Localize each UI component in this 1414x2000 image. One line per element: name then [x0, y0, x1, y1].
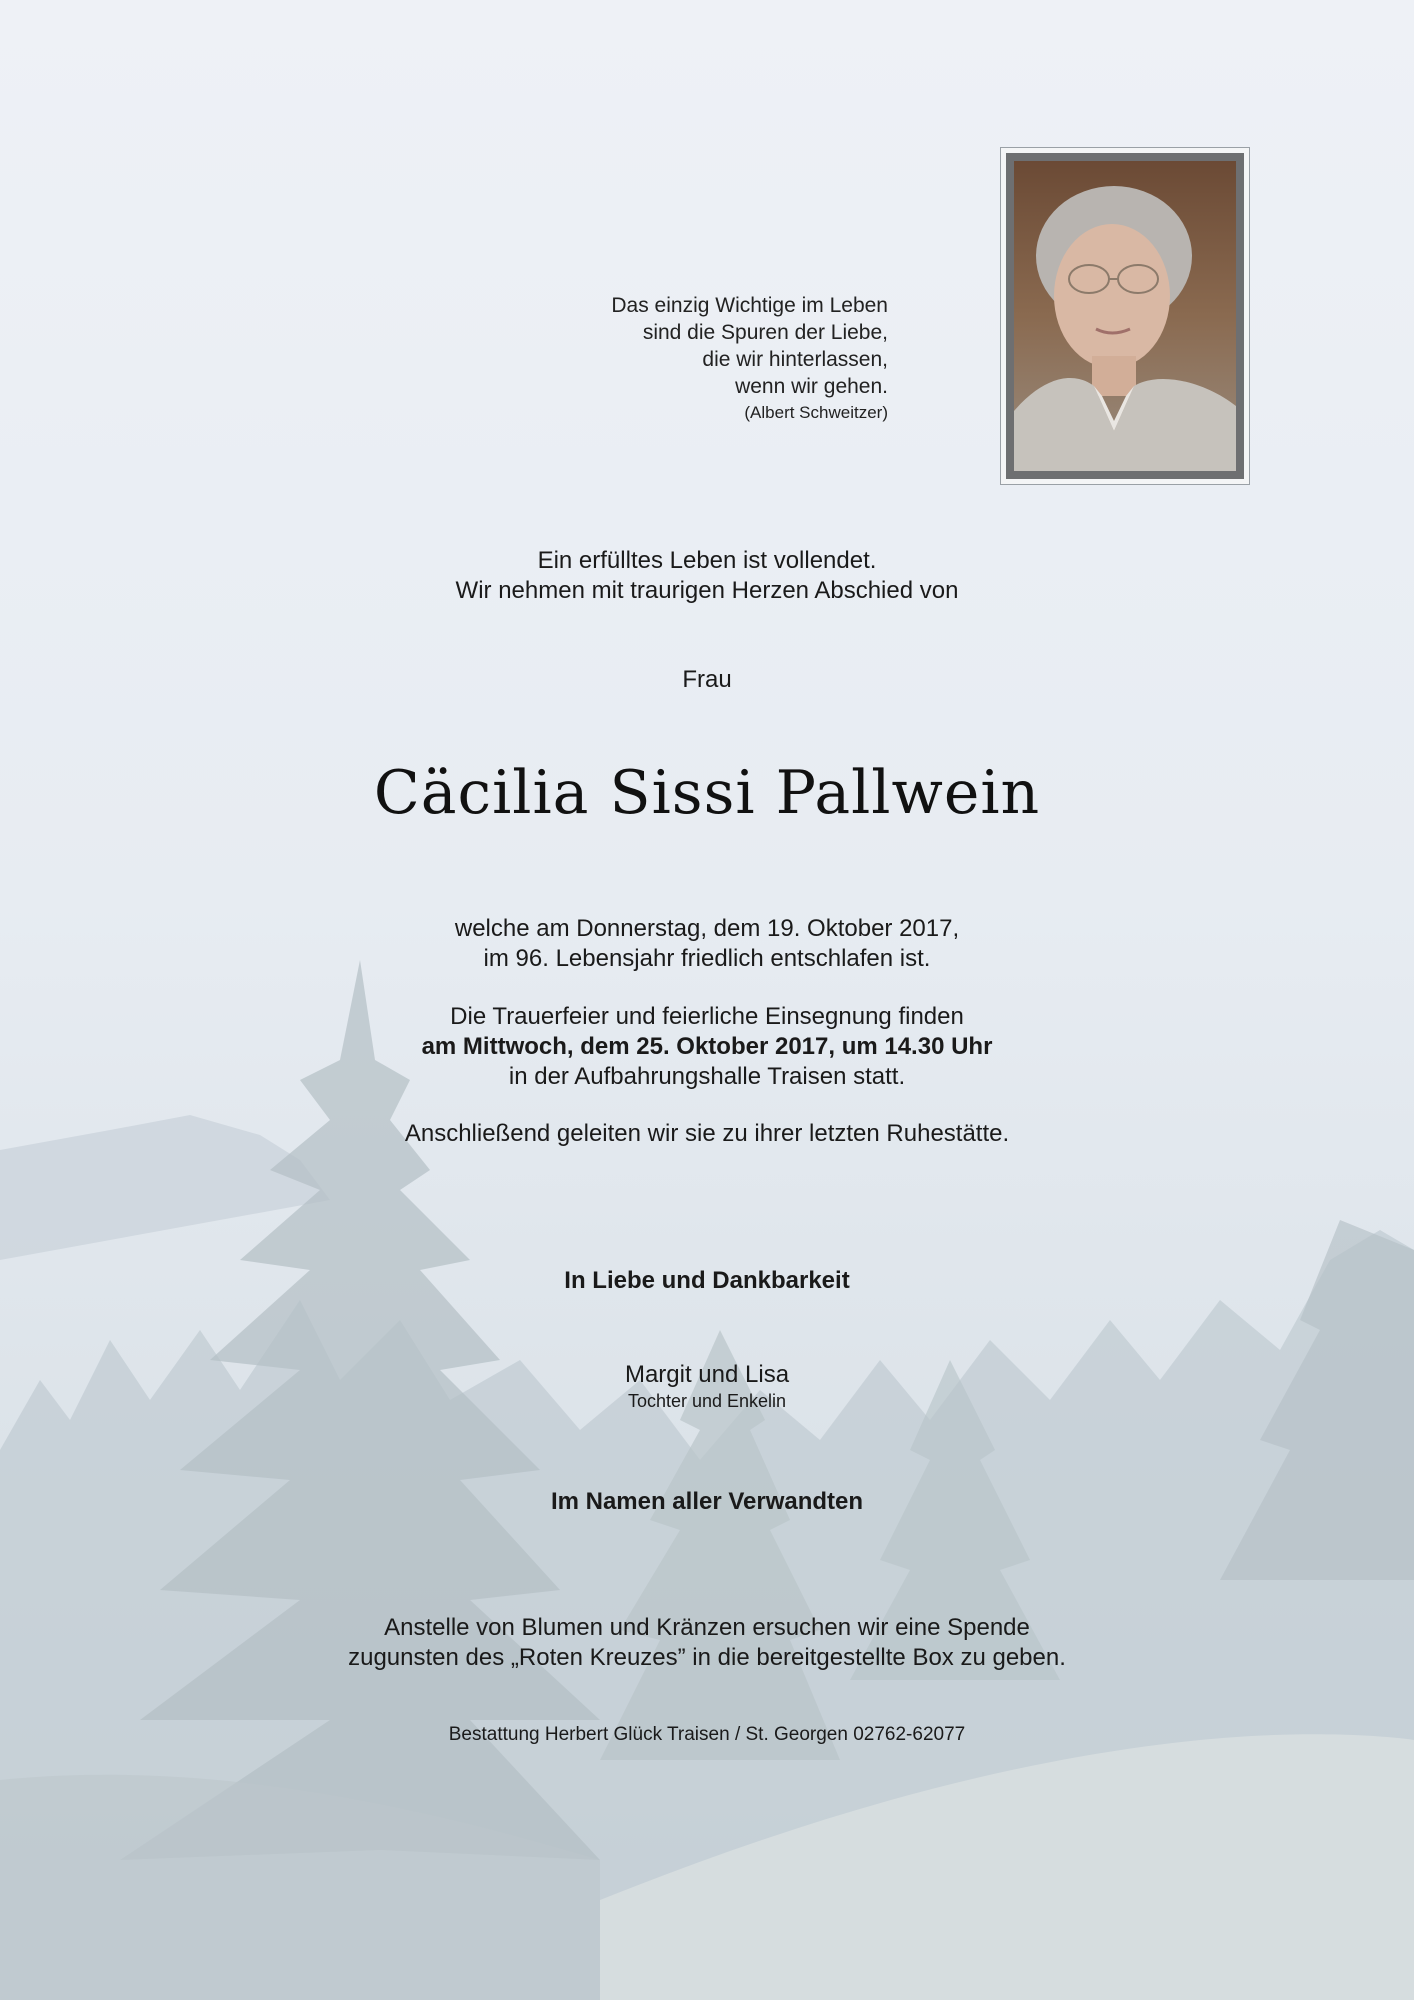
quote-line: sind die Spuren der Liebe,: [642, 321, 888, 344]
deceased-name: Cäcilia Sissi Pallwein: [373, 758, 1041, 828]
death-info: [0, 914, 1414, 974]
portrait-photo: [1006, 153, 1244, 479]
intro-line-1: Ein erfülltes Leben ist vollendet.: [537, 547, 877, 574]
quote-line: Das einzig Wichtige im Leben: [611, 294, 888, 317]
salutation: Frau: [682, 666, 732, 693]
ceremony-line-3: in der Aufbahrungshalle Traisen statt.: [508, 1063, 906, 1090]
donation-line-2: zugunsten des „Roten Kreuzes” in die bereitgestellte Box zu geben.: [348, 1644, 1066, 1671]
quote-line: wenn wir gehen.: [735, 375, 888, 398]
quote-author: (Albert Schweitzer): [744, 403, 888, 422]
portrait-image: [1014, 161, 1236, 471]
relatives-heading: Im Namen aller Verwandten: [550, 1488, 864, 1515]
quote-line: die wir hinterlassen,: [702, 348, 888, 371]
death-info-line-1: welche am Donnerstag, dem 19. Oktober 2017,: [454, 915, 960, 942]
burial-text: Anschließend geleiten wir sie zu ihrer letzten Ruhestätte.: [404, 1120, 1010, 1147]
intro-text: [0, 546, 1414, 606]
gratitude-heading: In Liebe und Dankbarkeit: [564, 1267, 850, 1294]
donation-line-1: Anstelle von Blumen und Kränzen ersuchen wir eine Spende: [384, 1614, 1030, 1641]
mourners-block: [0, 1360, 1414, 1412]
portrait-frame: [1000, 147, 1250, 485]
quote-block: [611, 292, 888, 424]
ceremony-info: [0, 1002, 1414, 1092]
intro-line-2: Wir nehmen mit traurigen Herzen Abschied von: [455, 577, 959, 604]
death-info-line-2: im 96. Lebensjahr friedlich entschlafen ist.: [483, 945, 931, 972]
ceremony-line-1: Die Trauerfeier und feierliche Einsegnung finden: [450, 1003, 964, 1030]
mourner-names: Margit und Lisa: [624, 1361, 790, 1388]
ceremony-line-2: am Mittwoch, dem 25. Oktober 2017, um 14.30 Uhr: [421, 1033, 993, 1060]
mourner-relation: Tochter und Enkelin: [627, 1391, 787, 1411]
donation-text: [0, 1613, 1414, 1673]
funeral-home-footer-text: Bestattung Herbert Glück Traisen / St. Georgen 02762-62077: [448, 1724, 966, 1745]
